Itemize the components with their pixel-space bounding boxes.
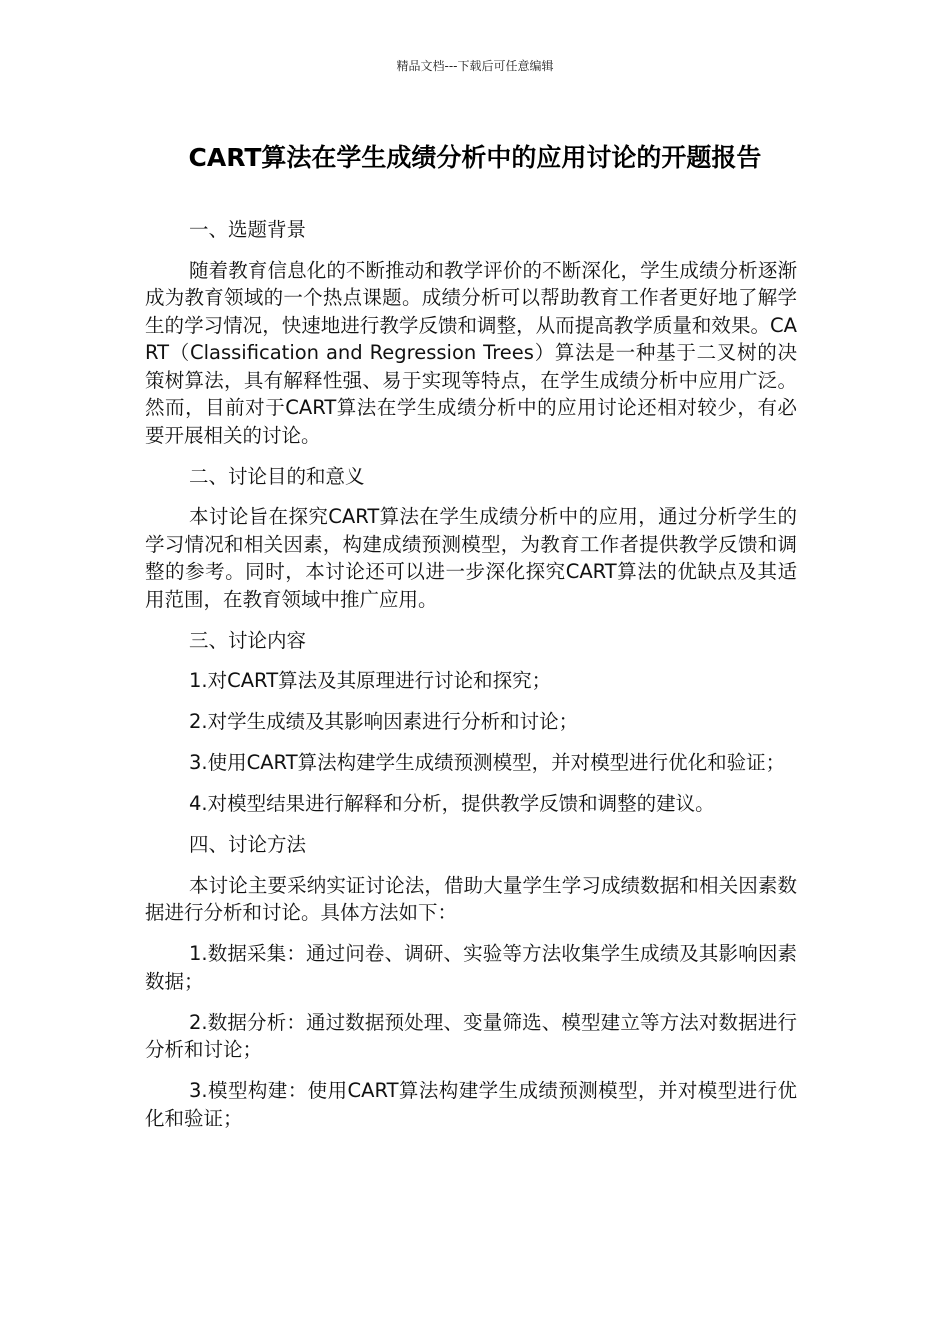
section-3-item: 1.对CART算法及其原理进行讨论和探究； xyxy=(189,669,552,692)
section-1-heading: 一、选题背景 xyxy=(189,218,307,241)
section-2-paragraph: 本讨论旨在探究CART算法在学生成绩分析中的应用，通过分析学生的学习情况和相关因素，构建成绩预测模型，为教育工作者提供教学反馈和调整的参考。同时，本讨论还可以进一步深化探究CART算法的优缺点及其适用范围，在教育领域中推广应用。 xyxy=(145,505,797,611)
section-3-heading: 三、讨论内容 xyxy=(189,628,307,652)
section-2-heading: 二、讨论目的和意义 xyxy=(189,464,365,488)
section-3-item: 2.对学生成绩及其影响因素进行分析和讨论； xyxy=(189,710,579,733)
document-body xyxy=(145,216,797,1146)
section-3-item: 3.使用CART算法构建学生成绩预测模型，并对模型进行优化和验证； xyxy=(189,751,786,774)
section-1-paragraph: 随着教育信息化的不断推动和教学评价的不断深化，学生成绩分析逐渐成为教育领域的一个热点课题。成绩分析可以帮助教育工作者更好地了解学生的学习情况，快速地进行教学反馈和调整，从而提高教学质量和效果。CART（Classification and Regression Trees）算法是一种基于二叉树的决策树算法，具有解释性强、易于实现等特点，在学生成绩分析中应用广泛。然而，目前对于CART算法在学生成绩分析中的应用讨论还相对较少，有必要开展相关的讨论。 xyxy=(145,258,797,447)
section-4-item: 2.数据分析：通过数据预处理、变量筛选、模型建立等方法对数据进行分析和讨论； xyxy=(145,1010,797,1061)
section-4-item: 1.数据采集：通过问卷、调研、实验等方法收集学生成绩及其影响因素数据； xyxy=(145,942,797,993)
section-4-paragraph: 本讨论主要采纳实证讨论法，借助大量学生学习成绩数据和相关因素数据进行分析和讨论。具体方法如下： xyxy=(145,873,797,924)
section-4-item: 3.模型构建：使用CART算法构建学生成绩预测模型，并对模型进行优化和验证； xyxy=(145,1079,797,1130)
document-title: CART算法在学生成绩分析中的应用讨论的开题报告 xyxy=(188,143,762,172)
section-4-heading: 四、讨论方法 xyxy=(189,833,307,856)
header-note: 精品文档---下载后可任意编辑 xyxy=(396,59,554,73)
section-3-item: 4.对模型结果进行解释和分析，提供教学反馈和调整的建议。 xyxy=(189,792,715,815)
